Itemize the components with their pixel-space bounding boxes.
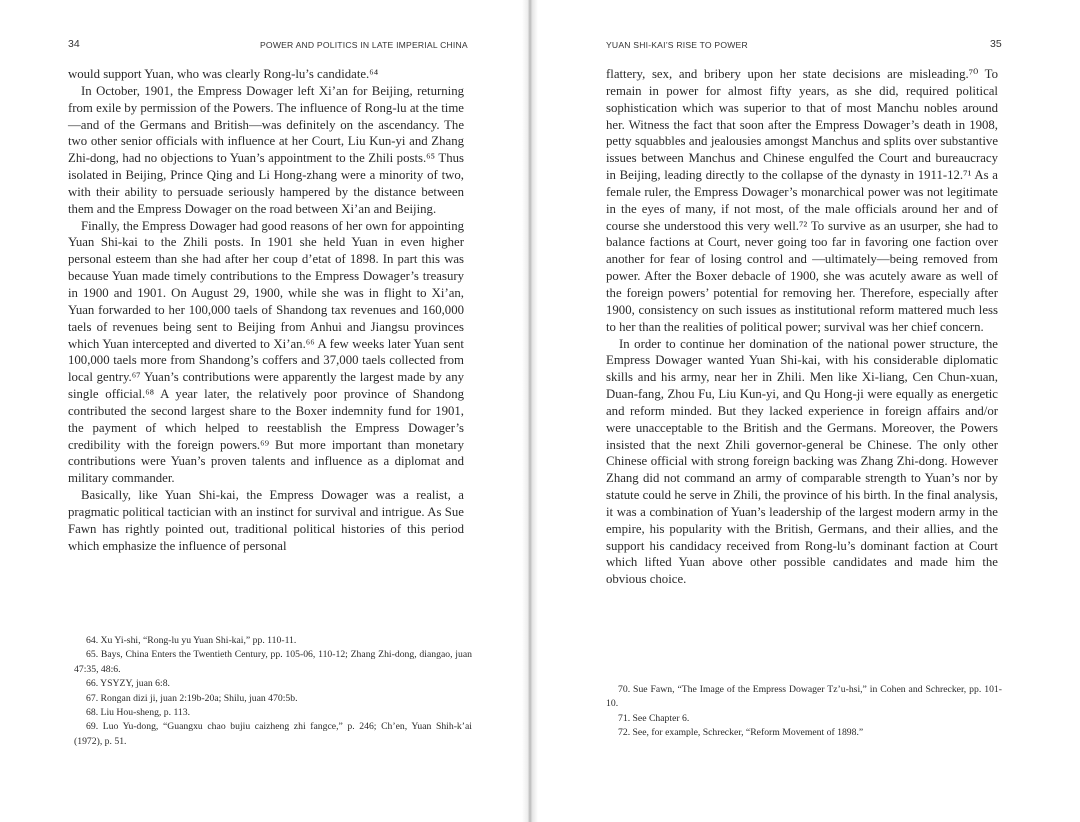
footnote: 70. Sue Fawn, “The Image of the Empress Dowager Tz’u-hsi,” in Cohen and Schrecker, pp. 101-10. bbox=[606, 684, 1002, 710]
footnote: 65. Bays, China Enters the Twentieth Century, pp. 105-06, 110-12; Zhang Zhi-dong, diangao, juan 47:35, 48:6. bbox=[74, 649, 472, 675]
paragraph: Finally, the Empress Dowager had good reasons of her own for appointing Yuan Shi-kai to the Zhili posts. In 1901 she held Yuan in even higher personal esteem than she had after her coup d’etat of 1898. In part this was because Yuan made timely contributions to the Empress Dowager’s treasury in 1900 and 1901. On August 29, 1900, while she was in flight to Xi’an, Yuan forwarded to her 100,000 taels of Shandong tax revenues and 160,000 taels of revenues being sent to Beijing from Anhui and Jiangsu provinces which Yuan intercepted and diverted to Xi’an.⁶⁶ A few weeks later Yuan sent 100,000 taels more from Shandong’s coffers and 37,000 taels collected from local gentry.⁶⁷ Yuan’s contributions were apparently the largest made by any single official.⁶⁸ A year later, the relatively poor province of Shandong contributed the second largest share to the Boxer indemnity fund for 1901, the payment of which helped to reestablish the Empress Dowager’s credibility with the foreign powers.⁶⁹ But more important than monetary contributions were Yuan’s proven talents and influence as a diplomat and military commander. bbox=[68, 218, 464, 486]
paragraph: In October, 1901, the Empress Dowager left Xi’an for Beijing, returning from exile by permission of the Powers. The influence of Rong-lu at the time—and of the Germans and British—was definitely on the ascendancy. The two other senior officials with influence at her Court, Liu Kun-yi and Zhang Zhi-dong, had no objections to Yuan’s appointment to the Zhili posts.⁶⁵ Thus isolated in Beijing, Prince Qing and Li Hong-zhang were a minority of two, with their ability to persuade seriously hampered by the distance between them and the Empress Dowager on the road between Xi’an and Beijing. bbox=[68, 83, 464, 216]
running-head: YUAN SHI-KAI’S RISE TO POWER bbox=[606, 40, 748, 50]
right-page bbox=[538, 0, 1080, 822]
footnote: 64. Xu Yi-shi, “Rong-lu yu Yuan Shi-kai,” pp. 110-11. bbox=[86, 635, 297, 646]
page-number: 34 bbox=[68, 38, 80, 50]
running-head-text: POWER AND POLITICS IN LATE IMPERIAL CHINA bbox=[260, 40, 468, 50]
footnote: 69. Luo Yu-dong, “Guangxu chao bujiu caizheng zhi fangce,” p. 246; Ch’en, Yuan Shih-k’ai (1972), p. 51. bbox=[74, 721, 472, 747]
paragraph: In order to continue her domination of the national power structure, the Empress Dowager wanted Yuan Shi-kai, with his considerable diplomatic skills and his army, near her in Zhili. Men like Xi-liang, Cen Chun-xuan, Duan-fang, Zhou Fu, Liu Kun-yi, and Qu Hong-ji were equally as energetic and reform minded. But they lacked experience in foreign affairs and/or were unacceptable to the British and the Germans. Moreover, the Powers insisted that the next Zhili governor-general be Chinese. The only other Chinese official with strong foreign backing was Zhang Zhi-dong. However Zhang did not command an army of comparable strength to Yuan’s nor by statute could he serve in Zhili, the province of his birth. In the final analysis, it was a combination of Yuan’s leadership of the largest modern army in the empire, his popularity with the British, Germans, and their allies, and the support his candidacy received from Rong-lu’s dominant faction at Court which lifted Yuan above other possible candidates and made him the obvious choice. bbox=[606, 336, 998, 587]
footnotes bbox=[606, 683, 1002, 741]
footnote: 67. Rongan dizi ji, juan 2:19b-20a; Shilu, juan 470:5b. bbox=[86, 692, 298, 704]
footnote: 66. YSYZY, juan 6:8. bbox=[86, 678, 170, 690]
body-text bbox=[68, 66, 464, 554]
page-number: 35 bbox=[990, 38, 1002, 50]
footnote: 68. Liu Hou-sheng, p. 113. bbox=[86, 707, 191, 719]
footnote: 71. See Chapter 6. bbox=[618, 712, 690, 724]
footnote: 72. See, for example, Schrecker, “Reform Movement of 1898.” bbox=[618, 727, 864, 739]
paragraph: Basically, like Yuan Shi-kai, the Empress Dowager was a realist, a pragmatic political tactician with an instinct for survival and intrigue. As Sue Fawn has rightly pointed out, traditional political histories of this period which emphasize the influence of personal bbox=[68, 488, 464, 553]
footnotes bbox=[74, 634, 472, 749]
paragraph: would support Yuan, who was clearly Rong-lu’s candidate.⁶⁴ bbox=[68, 67, 379, 81]
paragraph: flattery, sex, and bribery upon her state decisions are misleading.⁷⁰ To remain in power for almost fifty years, as she did, required political sophistication which was superior to that of most Manchu nobles around her. Witness the fact that soon after the Empress Dowager’s death in 1908, petty squabbles and jealousies amongst Manchus and splits over substantive issues between Manchus and Chinese engulfed the Court and bureaucracy in Beijing, leading directly to the collapse of the dynasty in 1911-12.⁷¹ As a female ruler, the Empress Dowager’s monarchical power was not legitimate in the eyes of many, if not most, of the male officials around her and of course she understood this very well.⁷² To survive as an usurper, she had to balance factions at Court, never going too far in favoring one faction over another for fear of losing control and —ultimately—being removed from power. After the Boxer debacle of 1900, she was acutely aware as well of the foreign powers’ potential for removing her. Therefore, especially after 1900, consistency on such issues as institutional reform mattered much less to her than the realities of political power; survival was her chief concern. bbox=[606, 67, 998, 334]
page-gutter bbox=[522, 0, 538, 822]
left-page bbox=[0, 0, 522, 822]
body-text bbox=[606, 66, 998, 588]
